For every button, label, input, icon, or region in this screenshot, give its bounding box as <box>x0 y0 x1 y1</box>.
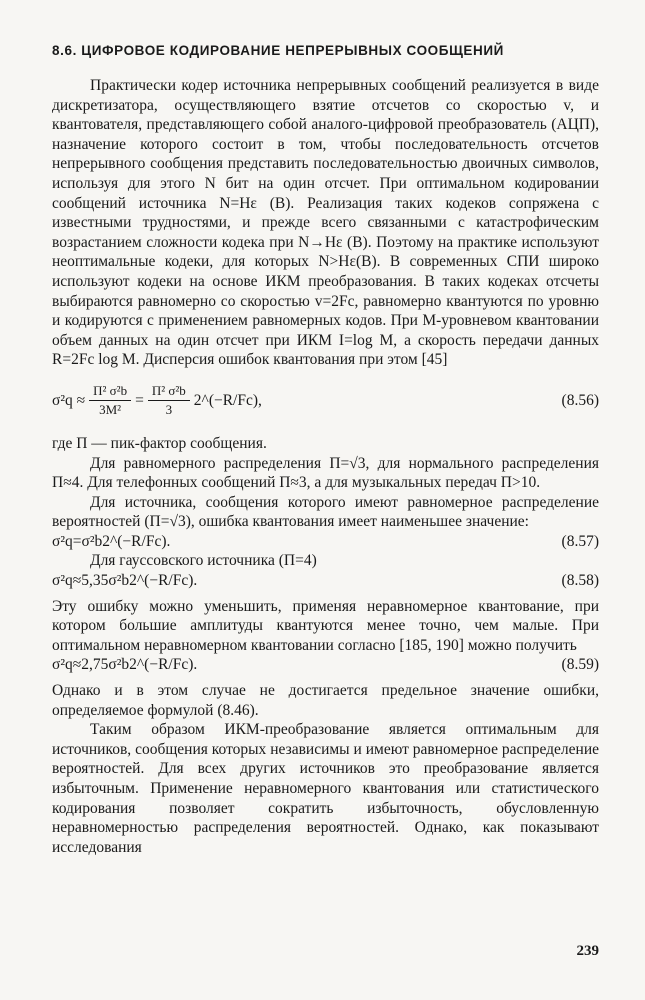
paragraph-7: Однако и в этом случае не достигается предельное значение ошибки, определяемое формулой (8.46). <box>52 682 599 719</box>
paragraph-5: Для гауссовского источника (Π=4) <box>90 552 317 570</box>
eq856-equals: = <box>135 392 144 410</box>
eq857-number: (8.57) <box>561 532 599 550</box>
paragraph-3: Для равномерного распределения Π=√3, для нормального распределения Π≈4. Для телефонных сообщений Π≈3, а для музыкальных передач Π>10. <box>52 454 599 492</box>
eq859-body: σ²q≈2,75σ²b2^(−R/Fc). <box>52 656 198 674</box>
page-number: 239 <box>576 943 599 959</box>
equation-8-58 <box>52 571 599 591</box>
paragraph-6: Эту ошибку можно уменьшить, применяя неравномерное квантование, при котором большие амплитуды квантуются менее точно, чем малые. При оптимальном неравномерном квантовании согласно [185, 190] можно получить <box>52 597 599 654</box>
section-heading: 8.6. ЦИФРОВОЕ КОДИРОВАНИЕ НЕПРЕРЫВНЫХ СООБЩЕНИЙ <box>52 43 504 58</box>
paragraph-2: где Π — пик-фактор сообщения. <box>52 434 267 452</box>
equation-8-56 <box>52 372 599 430</box>
equation-8-57 <box>52 532 599 552</box>
eq856-tail: 2^(−R/Fc), <box>193 392 262 410</box>
paragraph-4: Для источника, сообщения которого имеют равномерное распределение вероятностей (Π=√3), ошибка квантования имеет наименьшее значение: <box>52 493 599 531</box>
eq856-denominator-1: 3M² <box>99 402 122 418</box>
eq858-body: σ²q≈5,35σ²b2^(−R/Fc). <box>52 572 198 590</box>
eq856-lhs: σ²q ≈ <box>52 392 86 410</box>
equation-8-59 <box>52 655 599 675</box>
eq857-body: σ²q=σ²b2^(−R/Fc). <box>52 532 171 550</box>
eq856-numerator-2: Π² σ²b <box>148 382 190 401</box>
eq859-number: (8.59) <box>561 656 599 674</box>
eq856-fraction-2 <box>148 382 190 419</box>
eq856-fraction-1 <box>89 382 131 419</box>
paragraph-8: Таким образом ИКМ-преобразование является оптимальным для источников, сообщения которых независимы и имеют равномерное распределение вероятностей. Для всех других источников это преобразование является избыточным. Применение неравномерного квантования или статистического кодирования позволяет сократить избыточность, обусловленную неравномерностью распределения вероятностей. Однако, как показывают исследования <box>52 721 599 856</box>
eq856-denominator-2: 3 <box>165 402 173 418</box>
eq856-number: (8.56) <box>561 392 599 410</box>
eq856-numerator-1: Π² σ²b <box>89 382 131 401</box>
paragraph-1: Практически кодер источника непрерывных сообщений реализуется в виде дискретизатора, осуществляющего взятие отсчетов со скоростью v, и квантователя, представляющего собой аналого-цифровой преобразователь (АЦП), назначение которого состоит в том, чтобы последовательность отсчетов непрерывного сообщения представить последовательностью двоичных символов, используя для этого N бит на один отсчет. При оптимальном кодировании сообщений источника N=Hε (B). Реализация таких кодеков сопряжена с известными трудностями, и прежде всего связанными с катастрофическим возрастанием сложности кодека при N→Hε (B). Поэтому на практике используют неоптимальные кодеки, для которых N>Hε(B). В современных СПИ широко используют кодеки на основе ИКМ преобразования. В таких кодеках отсчеты выбираются равномерно со скоростью v=2Fc, равномерно квантуются по уровню и кодируются с применением равномерных кодов. При M-уровневом квантовании объем данных на один отсчет при ИКМ I=log M, а скорость передачи данных R=2Fc log M. Дисперсия ошибок квантования при этом [45] <box>52 77 599 369</box>
eq858-number: (8.58) <box>561 572 599 590</box>
